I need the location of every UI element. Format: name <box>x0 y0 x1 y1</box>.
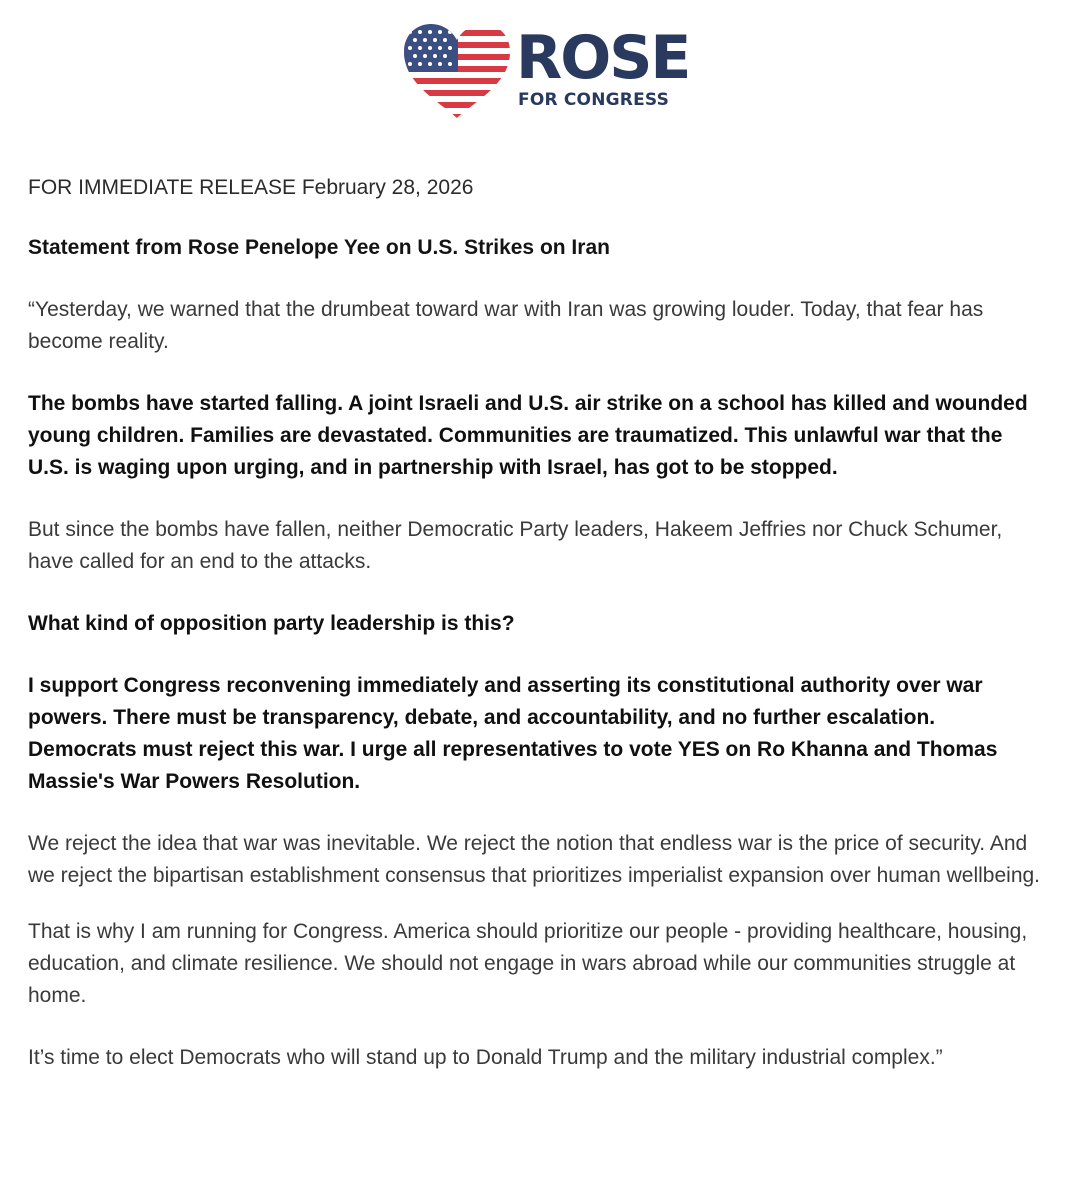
logo-name: ROSE <box>516 23 690 93</box>
release-headline: Statement from Rose Penelope Yee on U.S. Strikes on Iran <box>28 236 610 259</box>
paragraph-8: It’s time to elect Democrats who will stand up to Donald Trump and the military industrial complex.” <box>28 1046 943 1069</box>
paragraph-4: What kind of opposition party leadership is this? <box>28 612 515 635</box>
logo-tagline: FOR CONGRESS <box>518 90 670 110</box>
campaign-logo <box>400 22 700 122</box>
press-release <box>28 172 1048 1074</box>
paragraph-5: I support Congress reconvening immediately and asserting its constitutional authority over war powers. There must be transparency, debate, and accountability, and no further escalation. Democrats must reject this war. I urge all representatives to vote YES on Ro Khanna and Thomas Massie's War Powers Resolution. <box>28 674 998 793</box>
flag-heart-icon <box>400 22 514 120</box>
paragraph-1: “Yesterday, we warned that the drumbeat toward war with Iran was growing louder. Today, that fear has become reality. <box>28 298 984 353</box>
paragraph-2: The bombs have started falling. A joint Israeli and U.S. air strike on a school has killed and wounded young children. Families are devastated. Communities are traumatized. This unlawful war that the U.S. is waging upon urging, and in partnership with Israel, has got to be stopped. <box>28 392 1028 479</box>
paragraph-3: But since the bombs have fallen, neither Democratic Party leaders, Hakeem Jeffries nor Chuck Schumer, have called for an end to the attacks. <box>28 518 1003 573</box>
paragraph-7: That is why I am running for Congress. America should prioritize our people - providing healthcare, housing, education, and climate resilience. We should not engage in wars abroad while our communities struggle at home. <box>28 920 1028 1007</box>
paragraph-6: We reject the idea that war was inevitable. We reject the notion that endless war is the price of security. And we reject the bipartisan establishment consensus that prioritizes imperialist expansion over human wellbeing. <box>28 832 1041 887</box>
release-dateline: FOR IMMEDIATE RELEASE February 28, 2026 <box>28 176 474 199</box>
